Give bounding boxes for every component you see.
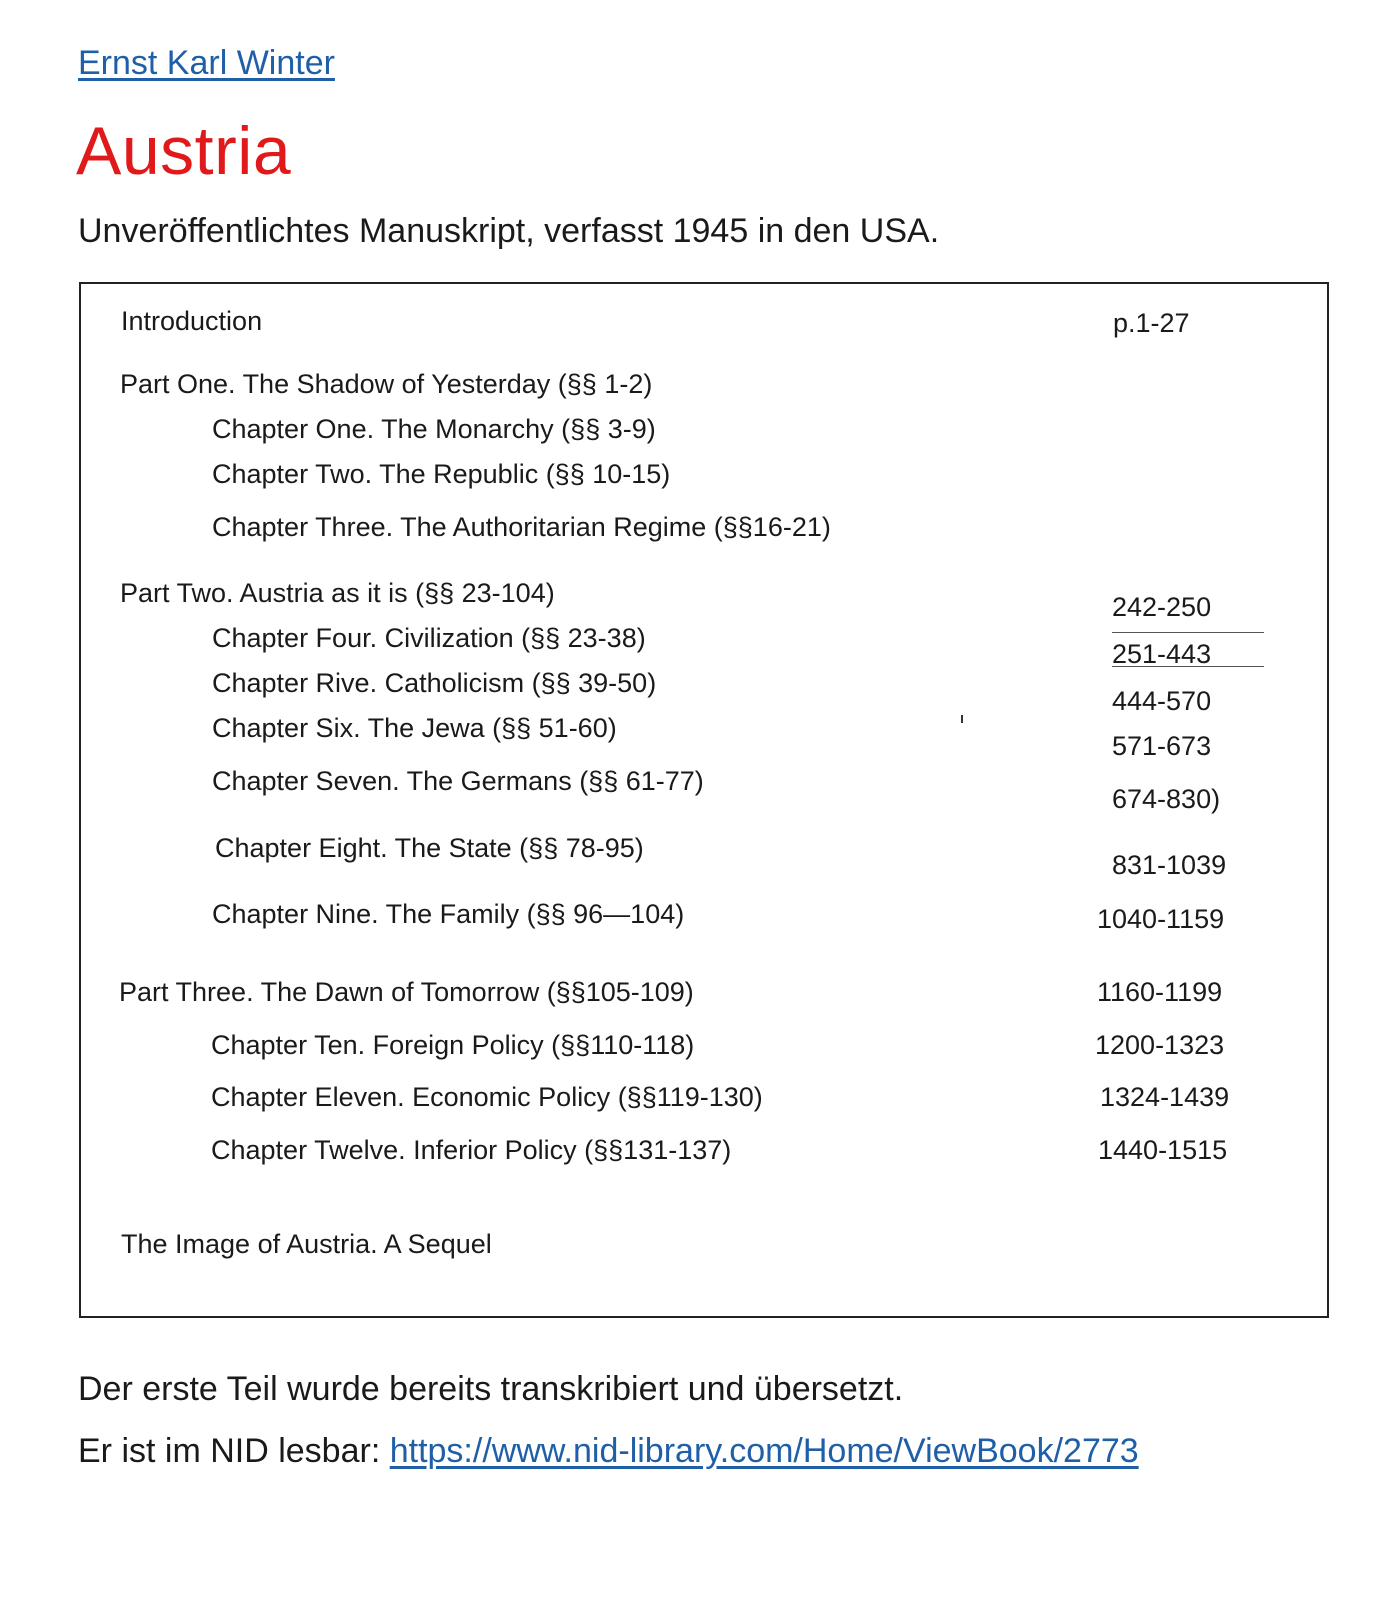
- toc-chapter-seven-pages: 674-830): [1112, 784, 1221, 814]
- toc-page-rule-top: [1112, 632, 1264, 633]
- toc-chapter-eight-pages: 831-1039: [1112, 850, 1227, 880]
- toc-chapter-ten: Chapter Ten. Foreign Policy (§§110-118): [211, 1030, 695, 1060]
- toc-part-one: Part One. The Shadow of Yesterday (§§ 1-2): [120, 369, 653, 399]
- table-of-contents: [79, 282, 1329, 1318]
- toc-chapter-four-pages: 251-443: [1112, 639, 1212, 669]
- toc-chapter-four: Chapter Four. Civilization (§§ 23-38): [212, 623, 646, 653]
- page-title: Austria: [76, 113, 292, 189]
- toc-chapter-nine-pages: 1040-1159: [1097, 904, 1225, 934]
- toc-chapter-nine: Chapter Nine. The Family (§§ 96—104): [212, 899, 685, 929]
- author-link[interactable]: Ernst Karl Winter: [78, 44, 335, 82]
- toc-chapter-eight: Chapter Eight. The State (§§ 78-95): [215, 833, 644, 863]
- toc-introduction: Introduction: [121, 306, 263, 336]
- stray-mark: [961, 715, 963, 723]
- toc-chapter-eleven: Chapter Eleven. Economic Policy (§§119-130): [211, 1082, 763, 1112]
- nid-library-link[interactable]: https://www.nid-library.com/Home/ViewBook/2773: [389, 1432, 1139, 1470]
- toc-chapter-two: Chapter Two. The Republic (§§ 10-15): [212, 459, 671, 489]
- page-subtitle: Unveröffentlichtes Manuskript, verfasst 1945 in den USA.: [78, 212, 940, 250]
- toc-part-two-pages: 242-250: [1112, 592, 1212, 622]
- toc-part-three-pages: 1160-1199: [1097, 977, 1223, 1007]
- toc-part-three: Part Three. The Dawn of Tomorrow (§§105-109): [119, 977, 694, 1007]
- toc-chapter-six-pages: 571-673: [1112, 731, 1212, 761]
- toc-chapter-seven: Chapter Seven. The Germans (§§ 61-77): [212, 766, 704, 796]
- toc-chapter-eleven-pages: 1324-1439: [1100, 1082, 1230, 1112]
- footer-link-line: [78, 1432, 1139, 1471]
- toc-chapter-one: Chapter One. The Monarchy (§§ 3-9): [212, 414, 656, 444]
- toc-introduction-pages: p.1-27: [1113, 308, 1190, 338]
- footer-note: Der erste Teil wurde bereits transkribiert und übersetzt.: [78, 1370, 904, 1408]
- toc-chapter-twelve-pages: 1440-1515: [1098, 1135, 1228, 1165]
- toc-chapter-six: Chapter Six. The Jewa (§§ 51-60): [212, 713, 617, 743]
- toc-chapter-ten-pages: 1200-1323: [1095, 1030, 1225, 1060]
- toc-chapter-three: Chapter Three. The Authoritarian Regime (§§16-21): [212, 512, 831, 542]
- toc-chapter-twelve: Chapter Twelve. Inferior Policy (§§131-137): [211, 1135, 732, 1165]
- toc-chapter-five-pages: 444-570: [1112, 686, 1212, 716]
- footer-link-prefix: Er ist im NID lesbar:: [78, 1432, 390, 1470]
- toc-sequel: The Image of Austria. A Sequel: [121, 1229, 492, 1259]
- toc-part-two: Part Two. Austria as it is (§§ 23-104): [120, 578, 555, 608]
- toc-chapter-five: Chapter Rive. Catholicism (§§ 39-50): [212, 668, 657, 698]
- toc-page-rule-bottom: [1112, 666, 1264, 667]
